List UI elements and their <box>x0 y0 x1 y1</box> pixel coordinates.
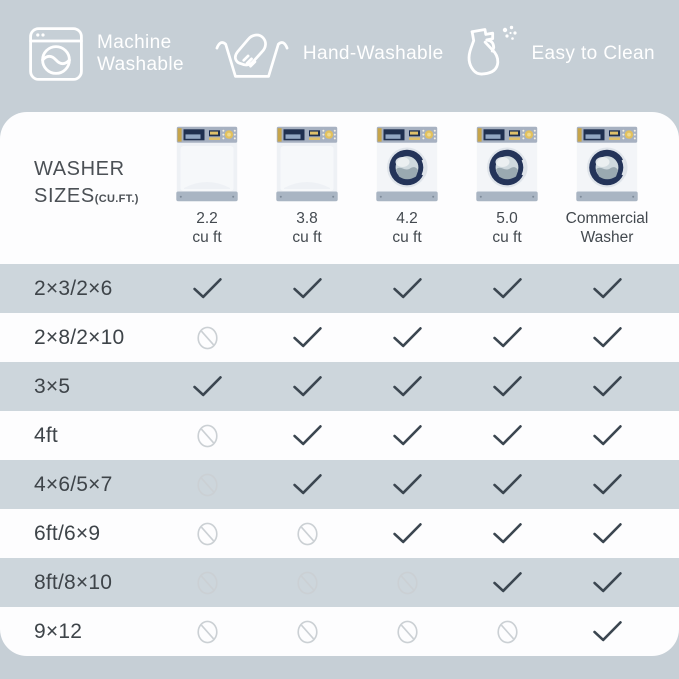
compatibility-cell <box>557 374 657 399</box>
compatibility-cell <box>357 276 457 301</box>
compatibility-cell <box>457 570 557 595</box>
not-suitable-icon <box>196 619 219 645</box>
size-row <box>0 509 679 558</box>
compatibility-cell <box>257 423 357 448</box>
washer-column <box>357 126 457 248</box>
feature-label-hand-washable: Hand-Washable <box>302 42 444 64</box>
check-icon <box>291 423 324 448</box>
compatibility-cell <box>157 423 257 449</box>
check-icon <box>291 374 324 399</box>
check-icon <box>491 472 524 497</box>
check-icon <box>191 374 224 399</box>
compatibility-cell <box>557 472 657 497</box>
washer-column <box>557 126 657 248</box>
check-icon <box>591 276 624 301</box>
size-row <box>0 264 679 313</box>
washer-sizes-title-suffix: (CU.FT.) <box>94 193 139 205</box>
rug-size-label: 9×12 <box>34 619 83 643</box>
size-row <box>0 362 679 411</box>
compatibility-cell <box>157 570 257 596</box>
check-icon <box>291 276 324 301</box>
washer-column <box>457 126 557 248</box>
spray-bottle-icon <box>460 23 518 85</box>
compatibility-cell <box>357 374 457 399</box>
not-suitable-icon <box>196 325 219 351</box>
compatibility-cell <box>257 521 357 547</box>
compatibility-cell <box>457 619 557 645</box>
washer-column <box>257 126 357 248</box>
compatibility-cell <box>157 276 257 301</box>
check-icon <box>591 521 624 546</box>
check-icon <box>491 325 524 350</box>
compatibility-cell <box>457 423 557 448</box>
top-load-washer-icon <box>276 126 338 202</box>
not-suitable-icon <box>196 521 219 547</box>
washer-size-label: 2.2 cu ft <box>192 210 222 247</box>
compatibility-cell <box>257 570 357 596</box>
check-icon <box>391 325 424 350</box>
compatibility-cell <box>157 374 257 399</box>
compatibility-cell <box>357 570 457 596</box>
front-load-washer-icon <box>376 126 438 202</box>
check-icon <box>391 276 424 301</box>
check-icon <box>191 276 224 301</box>
check-icon <box>591 570 624 595</box>
compatibility-cell <box>457 325 557 350</box>
washer-size-label: 5.0 cu ft <box>492 210 522 247</box>
rug-size-label: 4ft <box>34 423 58 447</box>
compatibility-cell <box>257 619 357 645</box>
compatibility-rows <box>0 264 679 656</box>
not-suitable-icon <box>196 423 219 449</box>
not-suitable-icon <box>296 521 319 547</box>
check-icon <box>491 276 524 301</box>
check-icon <box>591 374 624 399</box>
check-icon <box>391 423 424 448</box>
washer-size-label: Commercial Washer <box>565 210 649 247</box>
check-icon <box>491 570 524 595</box>
check-icon <box>491 374 524 399</box>
front-load-washer-icon <box>576 126 638 202</box>
size-row <box>0 460 679 509</box>
compatibility-cell <box>357 619 457 645</box>
compatibility-cell <box>457 521 557 546</box>
washer-size-label: 4.2 cu ft <box>392 210 422 247</box>
compatibility-cell <box>257 325 357 350</box>
compatibility-cell <box>457 276 557 301</box>
washer-columns <box>157 126 657 248</box>
washer-sizes-title-line1: WASHER <box>34 158 125 180</box>
check-icon <box>591 619 624 644</box>
rug-size-label: 2×8/2×10 <box>34 325 125 349</box>
feature-label-machine-washable: Machine Washable <box>97 31 184 75</box>
compatibility-cell <box>257 374 357 399</box>
check-icon <box>491 521 524 546</box>
washer-size-label: 3.8 cu ft <box>292 210 322 247</box>
compatibility-cell <box>257 472 357 497</box>
hand-wash-icon <box>214 23 290 85</box>
compatibility-cell <box>557 325 657 350</box>
rug-size-label: 4×6/5×7 <box>34 472 113 496</box>
rug-size-label: 6ft/6×9 <box>34 521 101 545</box>
compatibility-cell <box>557 619 657 644</box>
compatibility-cell <box>457 374 557 399</box>
compatibility-cell <box>157 619 257 645</box>
check-icon <box>491 423 524 448</box>
compatibility-cell <box>557 423 657 448</box>
size-row <box>0 607 679 656</box>
feature-machine-washable <box>28 26 197 82</box>
washing-machine-icon <box>28 26 84 82</box>
feature-label-easy-to-clean: Easy to Clean <box>531 42 655 64</box>
compatibility-cell <box>457 472 557 497</box>
not-suitable-icon <box>396 619 419 645</box>
washer-sizes-title <box>34 156 139 210</box>
washer-size-chart-card <box>0 112 679 656</box>
size-row <box>0 313 679 362</box>
compatibility-cell <box>357 472 457 497</box>
compatibility-cell <box>557 570 657 595</box>
not-suitable-icon <box>296 570 319 596</box>
features-banner <box>0 0 679 112</box>
rug-size-label: 8ft/8×10 <box>34 570 113 594</box>
compatibility-cell <box>357 521 457 546</box>
check-icon <box>291 472 324 497</box>
chart-header <box>0 112 679 264</box>
check-icon <box>391 374 424 399</box>
check-icon <box>291 325 324 350</box>
rug-size-label: 3×5 <box>34 374 71 398</box>
not-suitable-icon <box>296 619 319 645</box>
compatibility-cell <box>157 521 257 547</box>
check-icon <box>591 325 624 350</box>
not-suitable-icon <box>196 570 219 596</box>
compatibility-cell <box>557 521 657 546</box>
rug-size-label: 2×3/2×6 <box>34 276 113 300</box>
washer-sizes-title-line2: SIZES(CU.FT.) <box>34 185 139 207</box>
feature-easy-to-clean <box>460 23 655 85</box>
size-row <box>0 558 679 607</box>
top-load-washer-icon <box>176 126 238 202</box>
washer-column <box>157 126 257 248</box>
check-icon <box>391 472 424 497</box>
compatibility-cell <box>357 325 457 350</box>
compatibility-cell <box>157 472 257 498</box>
spray-droplets <box>503 26 517 40</box>
check-icon <box>591 472 624 497</box>
compatibility-cell <box>357 423 457 448</box>
check-icon <box>391 521 424 546</box>
compatibility-cell <box>157 325 257 351</box>
check-icon <box>591 423 624 448</box>
feature-hand-washable <box>214 23 444 85</box>
front-load-washer-icon <box>476 126 538 202</box>
not-suitable-icon <box>496 619 519 645</box>
not-suitable-icon <box>196 472 219 498</box>
compatibility-cell <box>257 276 357 301</box>
not-suitable-icon <box>396 570 419 596</box>
compatibility-cell <box>557 276 657 301</box>
size-row <box>0 411 679 460</box>
